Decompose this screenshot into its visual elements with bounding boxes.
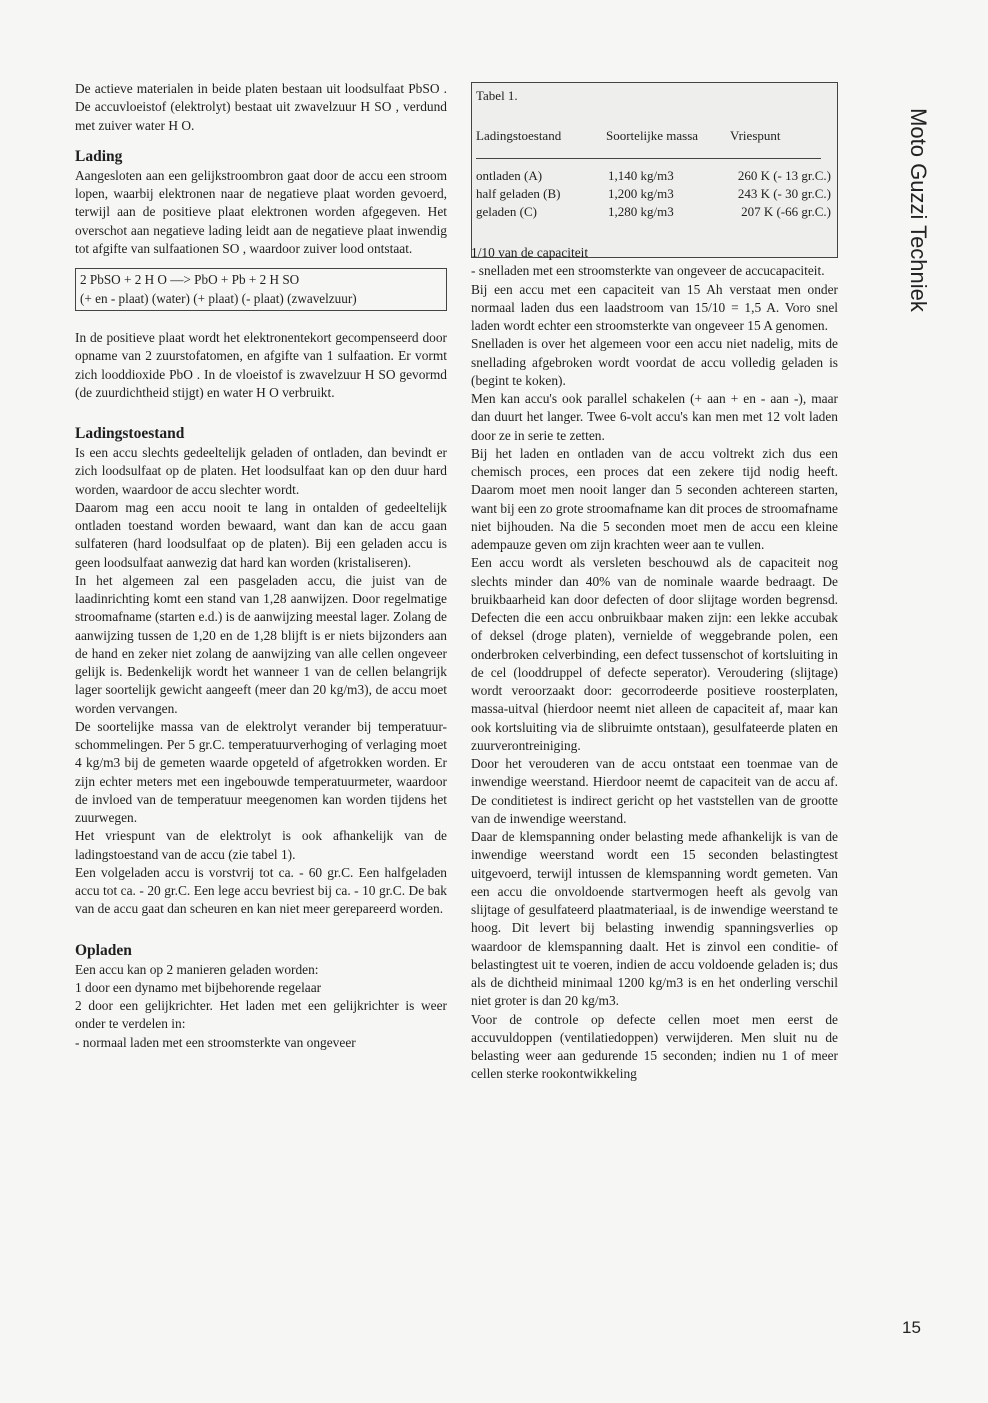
- table-title: Tabel 1.: [476, 88, 518, 103]
- right-column: [471, 244, 838, 1084]
- header-soortelijke-massa: Soortelijke massa: [606, 128, 699, 143]
- paragraph-ladingstoestand-6: Een volgeladen accu is vorstvrij tot ca. - 60 gr.C. Een halfgeladen accu tot ca. - 20 gr.C. Een lege accu bevriest bij ca. - 10 gr.C. De bak van de accu gaat dan scheuren en kan niet meer gerepareerd worden.: [75, 864, 447, 917]
- table-row: [476, 203, 831, 220]
- paragraph-ladingstoestand-2: Daarom mag een accu nooit te lang in ontalden of gedeeltelijk ontladen toestand worden bewaard, want dan kan de accu gaan sulfateren (hard loodsulfaat op de platen). Bij een geladen accu is geen loodsulfaat aanwezig dat hard kan worden (kristaliseren).: [75, 499, 447, 570]
- reaction-formula-box: [75, 268, 447, 311]
- paragraph-opladen-3: 2 door een gelijkrichter. Het laden met een gelijkrichter is weer onder te verdelen in:: [75, 998, 447, 1032]
- paragraph-opladen-4: - normaal laden met een stroomsterkte van ongeveer: [75, 1034, 356, 1050]
- cell-mass: 1,140 kg/m3: [608, 168, 674, 183]
- cell-freeze: 207 K (-66 gr.C.): [741, 204, 831, 219]
- paragraph-right-8: Door het verouderen van de accu ontstaat een toenmae van de inwendige weerstand. Hierdoor neemt de capaciteit van de accu af. De conditietest is indirect gericht op het vaststellen van de grootte van de inwendige weerstand.: [471, 756, 838, 826]
- paragraph-positieve-plaat: In de positieve plaat wordt het elektronentekort gecompenseerd door opname van 2 zuurstofatomen, en afgifte van 1 sulfaation. Er vormt zich looddioxide PbO . In de vloeistof is zwavelzuur H SO gevormd (de zuurdichtheid stijgt) en water H O verbruikt.: [75, 330, 447, 400]
- paragraph-right-5: Men kan accu's ook parallel schakelen (+ aan + en - aan -), maar dan duurt het langer. Twee 6-volt accu's kan men met 12 volt laden door ze in serie te zetten.: [471, 391, 838, 443]
- paragraph-right-4: Snelladen is over het algemeen voor een accu niet nadelig, mits de snellading afgebroken wordt voordat de accu volledig geladen is (begint te koken).: [471, 336, 838, 388]
- paragraph-ladingstoestand-3: In het algemeen zal een pasgeladen accu, die juist van de laadinrichting komt een stand van 1,28 aanwijzen. Door regelmatige stroomafname (starten e.d.) is de aanwijzing meestal lager. Zolang de aanwijzing tussen de 1,20 en de 1,28 blijft is er niets bijzonders aan de hand en zeker niet zolang de aanwijzing van alle cellen ongeveer gelijk is. Bedenkelijk wordt het wanneer 1 van de cellen belangrijk lager soortelijk gewicht aangeeft (meer dan 20 kg/m3), de accu moet worden vervangen.: [75, 572, 447, 716]
- heading-ladingstoestand: Ladingstoestand: [75, 425, 185, 442]
- header-ladingstoestand: Ladingstoestand: [476, 128, 562, 143]
- header-vriespunt: Vriespunt: [730, 128, 781, 143]
- table-row: [476, 167, 831, 184]
- formula-legend: (+ en - plaat) (water) (+ plaat) (- plaat) (zwavelzuur): [80, 291, 357, 306]
- sidebar-title: [893, 90, 943, 330]
- paragraph-right-10: Voor de controle op defecte cellen moet men eerst de accuvuldoppen (ventilatiedoppen) verwijderen. Men sluit nu de belasting weer aan gedurende 15 seconden; indien nu 1 of meer cellen sterke rookontwikkeling: [471, 1011, 838, 1082]
- sidebar-title-text: Moto Guzzi Techniek: [906, 108, 931, 312]
- heading-opladen: Opladen: [75, 941, 132, 959]
- table-row: [476, 185, 831, 202]
- cell-mass: 1,200 kg/m3: [608, 186, 674, 201]
- paragraph-right-3: Bij een accu met een capaciteit van 15 Ah verstaat men onder normaal laden dus een laadstroom van 15/10 = 1,5 A. Voro snel laden wordt echter een stroomsterkte van ongeveer 15 A genomen.: [471, 281, 838, 333]
- paragraph-right-1: 1/10 van de capaciteit: [471, 245, 589, 260]
- paragraph-ladingstoestand-5: Het vriespunt van de elektrolyt is ook afhankelijk van de ladingstoestand van de accu (zie tabel 1).: [75, 828, 447, 862]
- left-column: [75, 80, 447, 1052]
- paragraph-intro: De actieve materialen in beide platen bestaan uit loodsulfaat PbSO . De accuvloeistof (elektrolyt) bestaat uit zwavelzuur H SO , verdund met zuiver water H O.: [75, 81, 447, 133]
- page-number: 15: [902, 1318, 921, 1337]
- table-1: [471, 82, 838, 258]
- paragraph-right-9: Daar de klemspanning onder belasting mede afhankelijk is van de inwendige weerstand wordt een 15 seconden belastingtest uitgevoerd, terwijl intussen de klemspanning wordt gemeten. Van een accu die onvoldoende startvermogen heeft als gevolg van slijtage of gesulfateerd plaatmateriaal, is de inwendige weerstand te hoog. Dit levert bij belasting inwendig spanningsverlies op waardoor de klemspanning daalt. Het is zinvol een conditie- of belastingtest uit te voeren, indien de accu voldoende geladen is; dus als de dichtheid minimaal 1200 kg/m3 is en het onderling verschil niet groter is dan 20 kg/m3.: [471, 829, 838, 1009]
- cell-freeze: 243 K (- 30 gr.C.): [737, 186, 831, 201]
- paragraph-ladingstoestand-4: De soortelijke massa van de elektrolyt verander bij temperatuur- schommelingen. Per 5 gr.C. temperatuurverhoging of verlaging moet 4 kg/m3 bij de gemeten waarde opgeteld of afgetrokken worden. Er zijn echter meters met een ingebouwde temperatuurmeter, waardoor de invloed van de temperatuur meegenomen kan worden tijdens het zuurwegen.: [75, 718, 447, 825]
- paragraph-opladen-2: 1 door een dynamo met bijbehorende regelaar: [75, 979, 322, 995]
- paragraph-right-7: Een accu wordt als versleten beschouwd als de capaciteit nog slechts minder dan 40% van de nominale waarde bedraagt. De bruikbaarheid kan door defecten of door slijtage worden begrensd. Defecten die een accu onbruikbaar maken zijn: een lekke accubak of deksel (droge platen), vernielde of weggebrande polen, een onderbroken celverbinding, een defect tussenschot of kortsluiting in de cel (looddruppel of defecte seperator). Veroudering (slijtage) wordt veroorzaakt door: gecorrodeerde positieve roosterplaten, massa-uitval (hierdoor neemt niet alleen de capaciteit af, maar kan ook kortsluiting via de slibruimte ontstaan), gesulfateerde platen en zuurverontreiniging.: [471, 555, 838, 753]
- heading-lading: Lading: [75, 147, 123, 165]
- cell-state: ontladen (A): [476, 168, 543, 183]
- paragraph-opladen-1: Een accu kan op 2 manieren geladen worden:: [75, 961, 319, 977]
- formula-equation: 2 PbSO + 2 H O —> PbO + Pb + 2 H SO: [80, 272, 300, 287]
- paragraph-lading: Aangesloten aan een gelijkstroombron gaat door de accu een stroom lopen, waarbij elektronen naar de negatieve plaat worden gevoerd, terwijl aan de positieve plaat elektronen worden afgegeven. Het overschot aan negatieve lading leidt aan de negatieve plaat inwendig tot afgifte van sulfaationen SO , waardoor zuiver lood ontstaat.: [75, 167, 447, 256]
- cell-freeze: 260 K (- 13 gr.C.): [737, 168, 831, 183]
- cell-mass: 1,280 kg/m3: [608, 204, 674, 219]
- paragraph-ladingstoestand-1: Is een accu slechts gedeeltelijk geladen of ontladen, dan bevindt er zich loodsulfaat op de platen. Het loodsulfaat kan op den duur hard worden, waardoor de accu slechter wordt.: [75, 445, 447, 497]
- paragraph-right-6: Bij het laden en ontladen van de accu voltrekt zich dus een chemisch proces, een proces dat een zekere tijd nodig heeft. Daarom moet men nooit langer dan 5 seconden achtereen starten, want bij een zo grote stroomafname kan dit proces de stroomafname niet bijhouden. Na die 5 seconden moet men de accu een kleine adempauze geven om zijn krachten weer aan te vullen.: [471, 445, 838, 552]
- table-rule: [476, 158, 821, 159]
- cell-state: geladen (C): [476, 204, 538, 219]
- paragraph-right-2: - snelladen met een stroomsterkte van ongeveer de accucapaciteit.: [471, 263, 825, 279]
- cell-state: half geladen (B): [476, 186, 561, 201]
